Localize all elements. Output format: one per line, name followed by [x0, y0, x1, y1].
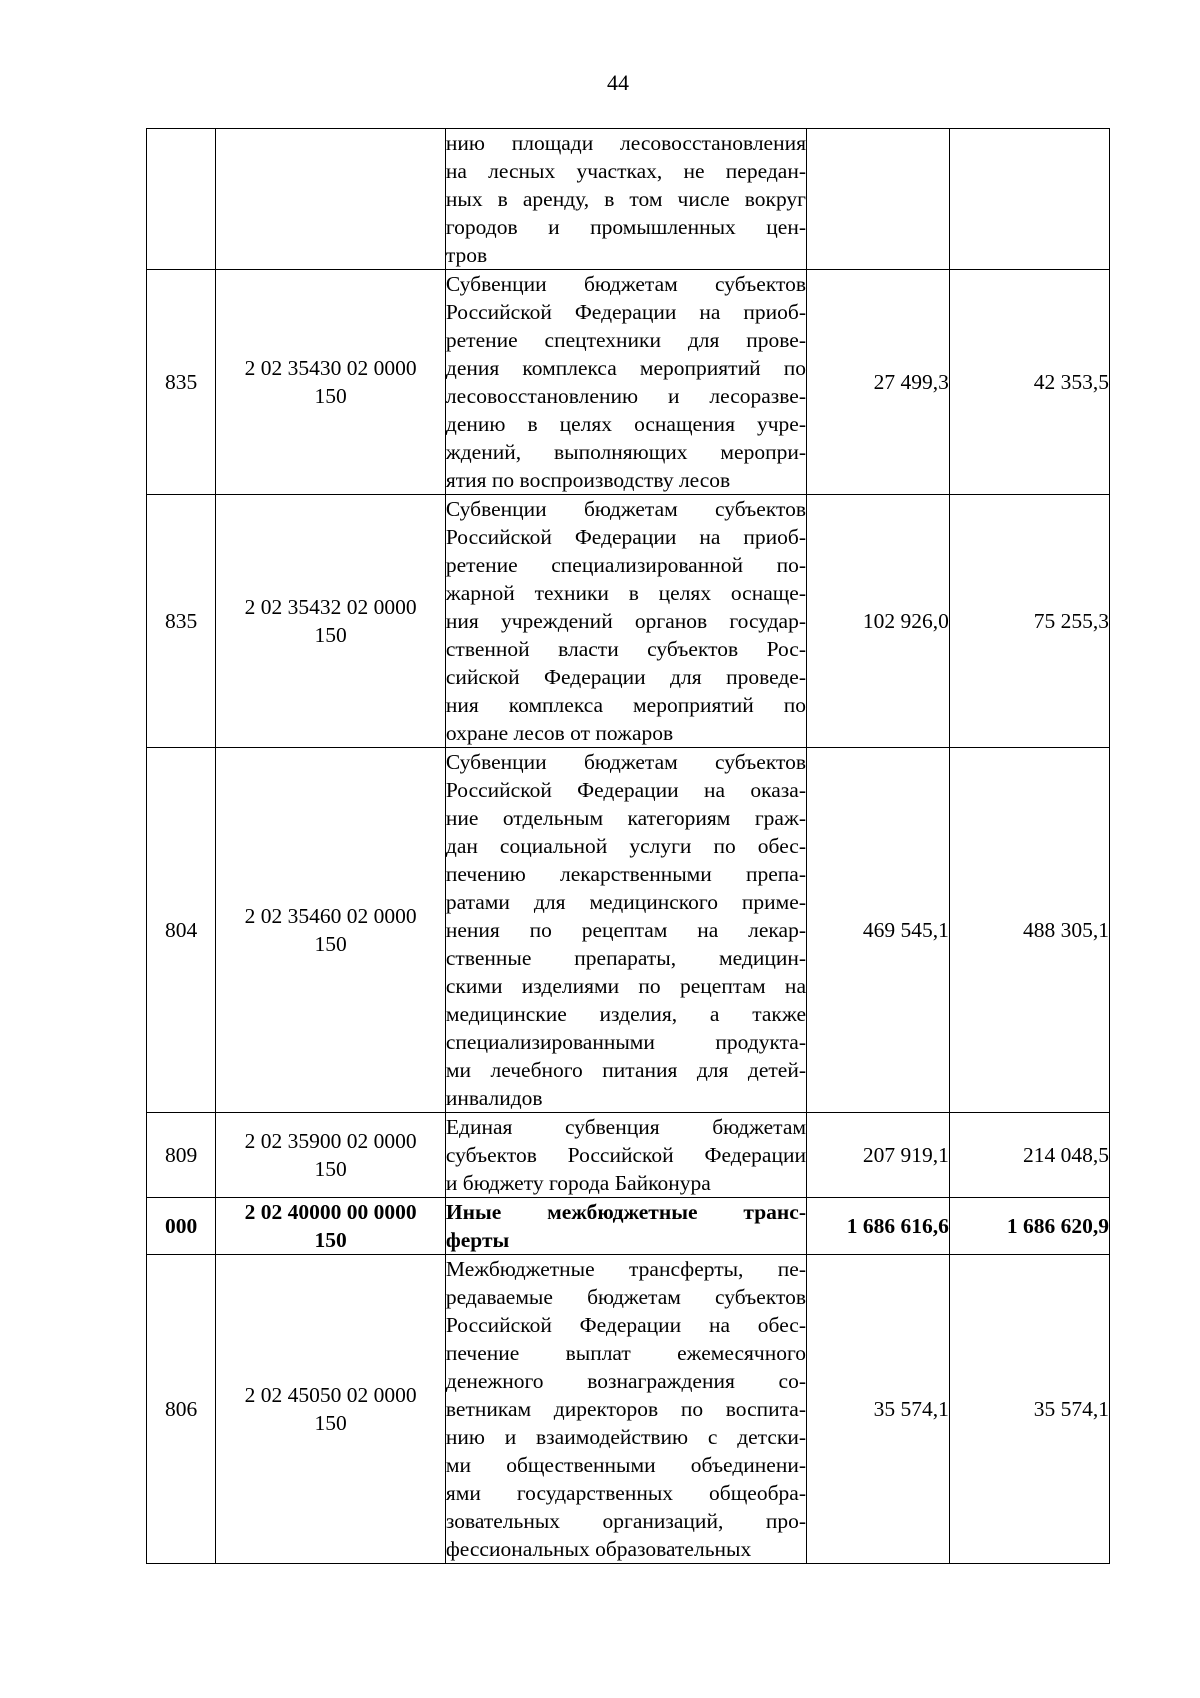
- description-line: ми лечебного питания для детей-: [445, 1058, 806, 1082]
- amount-year-2-cell: 1 686 620,9: [949, 1198, 1109, 1255]
- budget-code-line: 150: [314, 623, 347, 647]
- budget-table-body: [147, 129, 1110, 1564]
- description-cell: [445, 495, 806, 748]
- table-row: [147, 270, 1110, 495]
- description-line: Российской Федерации на оказа-: [445, 778, 806, 802]
- budget-code-line: 2 02 40000 00 0000: [244, 1200, 417, 1224]
- description-line: городов и промышленных цен-: [445, 215, 806, 239]
- table-row: [147, 1255, 1110, 1564]
- description-line: ния учреждений органов государ-: [445, 609, 806, 633]
- description-cell: [445, 748, 806, 1113]
- description-line: субъектов Российской Федерации: [445, 1143, 806, 1167]
- description-line: лесовосстановлению и лесоразве-: [445, 384, 806, 408]
- description-cell: [445, 270, 806, 495]
- description-line: дан социальной услуги по обес-: [445, 834, 806, 858]
- table-row: [147, 748, 1110, 1113]
- description-line: и бюджету города Байконура: [445, 1171, 711, 1195]
- table-row: [147, 129, 1110, 270]
- description-cell: [445, 1113, 806, 1198]
- admin-code-cell: 000: [147, 1198, 216, 1255]
- budget-code-cell: [216, 1255, 446, 1564]
- description-line: печению лекарственными препа-: [445, 862, 806, 886]
- description-line: Иные межбюджетные транс-: [445, 1200, 806, 1224]
- budget-table: [146, 128, 1110, 1564]
- description-line: дения комплекса мероприятий по: [445, 356, 806, 380]
- description-line: нию площади лесовосстановления: [445, 131, 806, 155]
- budget-code-line: 2 02 35460 02 0000: [244, 904, 417, 928]
- budget-code-line: 2 02 35900 02 0000: [244, 1129, 417, 1153]
- description-line: скими изделиями по рецептам на: [445, 974, 806, 998]
- description-line: Субвенции бюджетам субъектов: [445, 750, 806, 774]
- amount-year-2-cell: 214 048,5: [949, 1113, 1109, 1198]
- description-line: Единая субвенция бюджетам: [445, 1115, 806, 1139]
- admin-code-cell: 809: [147, 1113, 216, 1198]
- table-row: [147, 1113, 1110, 1198]
- description-line: ятия по воспроизводству лесов: [445, 468, 731, 492]
- description-line: ние отдельным категориям граж-: [445, 806, 806, 830]
- description-cell: [445, 1255, 806, 1564]
- description-line: ми общественными объединени-: [445, 1453, 806, 1477]
- description-line: медицинские изделия, а также: [445, 1002, 806, 1026]
- description-line: денежного вознаграждения со-: [445, 1369, 806, 1393]
- budget-code-cell: [216, 270, 446, 495]
- admin-code-cell: 835: [147, 495, 216, 748]
- amount-year-1-cell: 1 686 616,6: [807, 1198, 950, 1255]
- table-row: [147, 495, 1110, 748]
- budget-code-line: 2 02 35430 02 0000: [244, 356, 417, 380]
- description-line: ретение специализированной по-: [445, 553, 806, 577]
- description-line: ветникам директоров по воспита-: [445, 1397, 806, 1421]
- description-line: дению в целях оснащения учре-: [445, 412, 806, 436]
- budget-code-line: 2 02 35432 02 0000: [244, 595, 417, 619]
- budget-code-cell: [216, 129, 446, 270]
- description-line: Межбюджетные трансферты, пе-: [445, 1257, 806, 1281]
- amount-year-1-cell: [807, 129, 950, 270]
- description-cell: [445, 129, 806, 270]
- description-line: жарной техники в целях оснаще-: [445, 581, 806, 605]
- description-line: нию и взаимодействию с детски-: [445, 1425, 806, 1449]
- budget-code-line: 2 02 45050 02 0000: [244, 1383, 417, 1407]
- budget-code-line: 150: [314, 1157, 347, 1181]
- description-line: ния комплекса мероприятий по: [445, 693, 806, 717]
- admin-code-cell: 835: [147, 270, 216, 495]
- description-line: ратами для медицинского приме-: [445, 890, 806, 914]
- description-line: охране лесов от пожаров: [445, 721, 674, 745]
- budget-code-line: 150: [314, 384, 347, 408]
- description-line: ретение спецтехники для прове-: [445, 328, 806, 352]
- description-line: Субвенции бюджетам субъектов: [445, 497, 806, 521]
- description-line: ждений, выполняющих меропри-: [445, 440, 806, 464]
- description-line: редаваемые бюджетам субъектов: [445, 1285, 806, 1309]
- description-line: ных в аренду, в том числе вокруг: [445, 187, 806, 211]
- amount-year-2-cell: 35 574,1: [949, 1255, 1109, 1564]
- description-line: на лесных участках, не передан-: [445, 159, 806, 183]
- description-line: Российской Федерации на обес-: [445, 1313, 806, 1337]
- admin-code-cell: 804: [147, 748, 216, 1113]
- amount-year-1-cell: 35 574,1: [807, 1255, 950, 1564]
- budget-code-cell: [216, 1198, 446, 1255]
- admin-code-cell: [147, 129, 216, 270]
- description-line: Субвенции бюджетам субъектов: [445, 272, 806, 296]
- description-line: сийской Федерации для проведе-: [445, 665, 806, 689]
- budget-code-cell: [216, 748, 446, 1113]
- amount-year-1-cell: 207 919,1: [807, 1113, 950, 1198]
- amount-year-1-cell: 102 926,0: [807, 495, 950, 748]
- table-row: [147, 1198, 1110, 1255]
- amount-year-2-cell: 488 305,1: [949, 748, 1109, 1113]
- description-line: инвалидов: [445, 1086, 543, 1110]
- description-line: печение выплат ежемесячного: [445, 1341, 806, 1365]
- description-line: нения по рецептам на лекар-: [445, 918, 806, 942]
- description-line: ственной власти субъектов Рос-: [445, 637, 806, 661]
- budget-code-cell: [216, 495, 446, 748]
- amount-year-1-cell: 469 545,1: [807, 748, 950, 1113]
- amount-year-2-cell: 42 353,5: [949, 270, 1109, 495]
- description-line: ями государственных общеобра-: [445, 1481, 806, 1505]
- description-line: Российской Федерации на приоб-: [445, 525, 806, 549]
- description-line: тров: [445, 243, 488, 267]
- description-line: фессиональных образовательных: [445, 1537, 752, 1561]
- amount-year-1-cell: 27 499,3: [807, 270, 950, 495]
- description-line: Российской Федерации на приоб-: [445, 300, 806, 324]
- amount-year-2-cell: 75 255,3: [949, 495, 1109, 748]
- amount-year-2-cell: [949, 129, 1109, 270]
- budget-code-line: 150: [314, 1411, 347, 1435]
- description-cell: [445, 1198, 806, 1255]
- budget-code-line: 150: [314, 1228, 347, 1252]
- description-line: зовательных организаций, про-: [445, 1509, 806, 1533]
- description-line: ственные препараты, медицин-: [445, 946, 806, 970]
- description-line: ферты: [445, 1228, 510, 1252]
- page-number: 44: [607, 70, 629, 95]
- description-line: специализированными продукта-: [445, 1030, 806, 1054]
- admin-code-cell: 806: [147, 1255, 216, 1564]
- budget-code-line: 150: [314, 932, 347, 956]
- budget-code-cell: [216, 1113, 446, 1198]
